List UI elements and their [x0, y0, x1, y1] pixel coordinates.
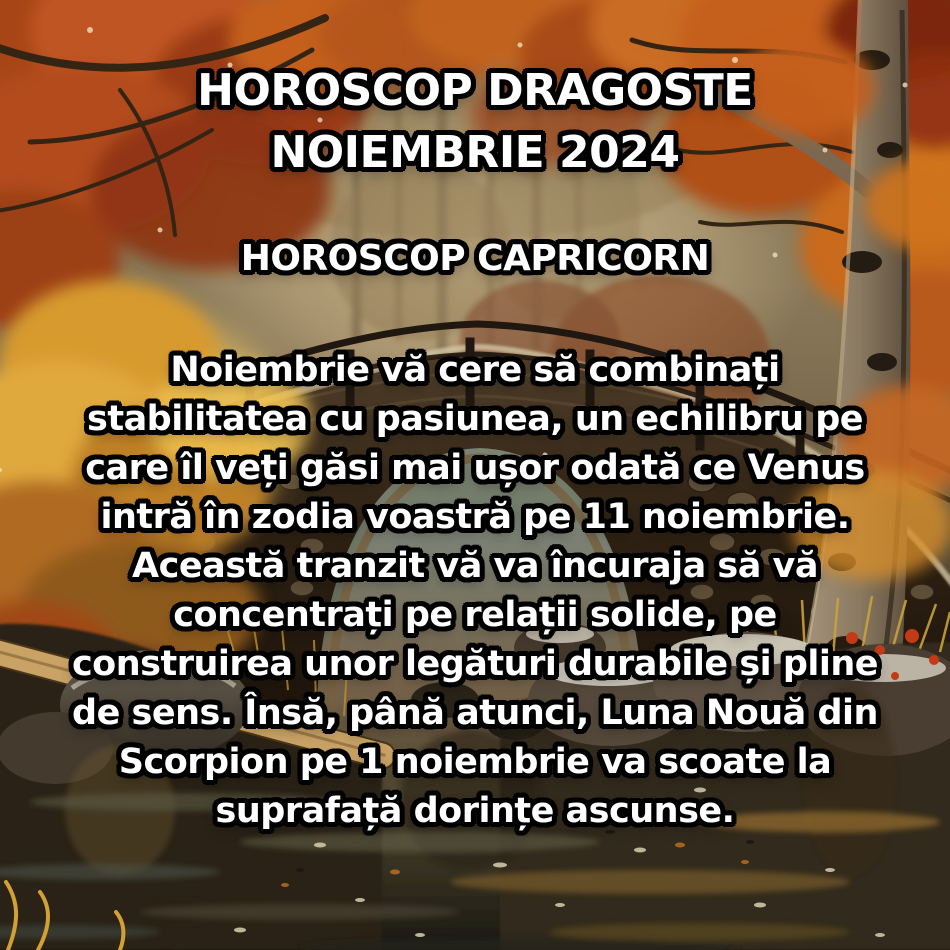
body-line-5: Această tranzit vă va încuraja să vă: [132, 546, 818, 586]
body-line-2: stabilitatea cu pasiunea, un echilibru pe: [87, 399, 863, 439]
body-line-3: care îl veți găsi mai ușor odată ce Venus: [85, 448, 865, 488]
zodiac-heading: HOROSCOP CAPRICORN: [240, 238, 710, 279]
title-line-1: HOROSCOP DRAGOSTE: [197, 65, 753, 116]
body-line-10: suprafață dorințe ascunse.: [215, 791, 735, 831]
body-line-1: Noiembrie vă cere să combinați: [170, 350, 780, 390]
body-line-8: de sens. Însă, până atunci, Luna Nouă din: [72, 693, 878, 733]
body-line-6: concentrați pe relații solide, pe: [173, 595, 777, 635]
body-line-4: intră în zodia voastră pe 11 noiembrie.: [100, 497, 850, 537]
title-line-2: NOIEMBRIE 2024: [270, 127, 680, 178]
horoscope-text: [0, 346, 950, 836]
page-title: [0, 60, 950, 184]
body-line-9: Scorpion pe 1 noiembrie va scoate la: [118, 742, 832, 782]
body-line-7: construirea unor legături durabile și pline: [71, 644, 879, 684]
